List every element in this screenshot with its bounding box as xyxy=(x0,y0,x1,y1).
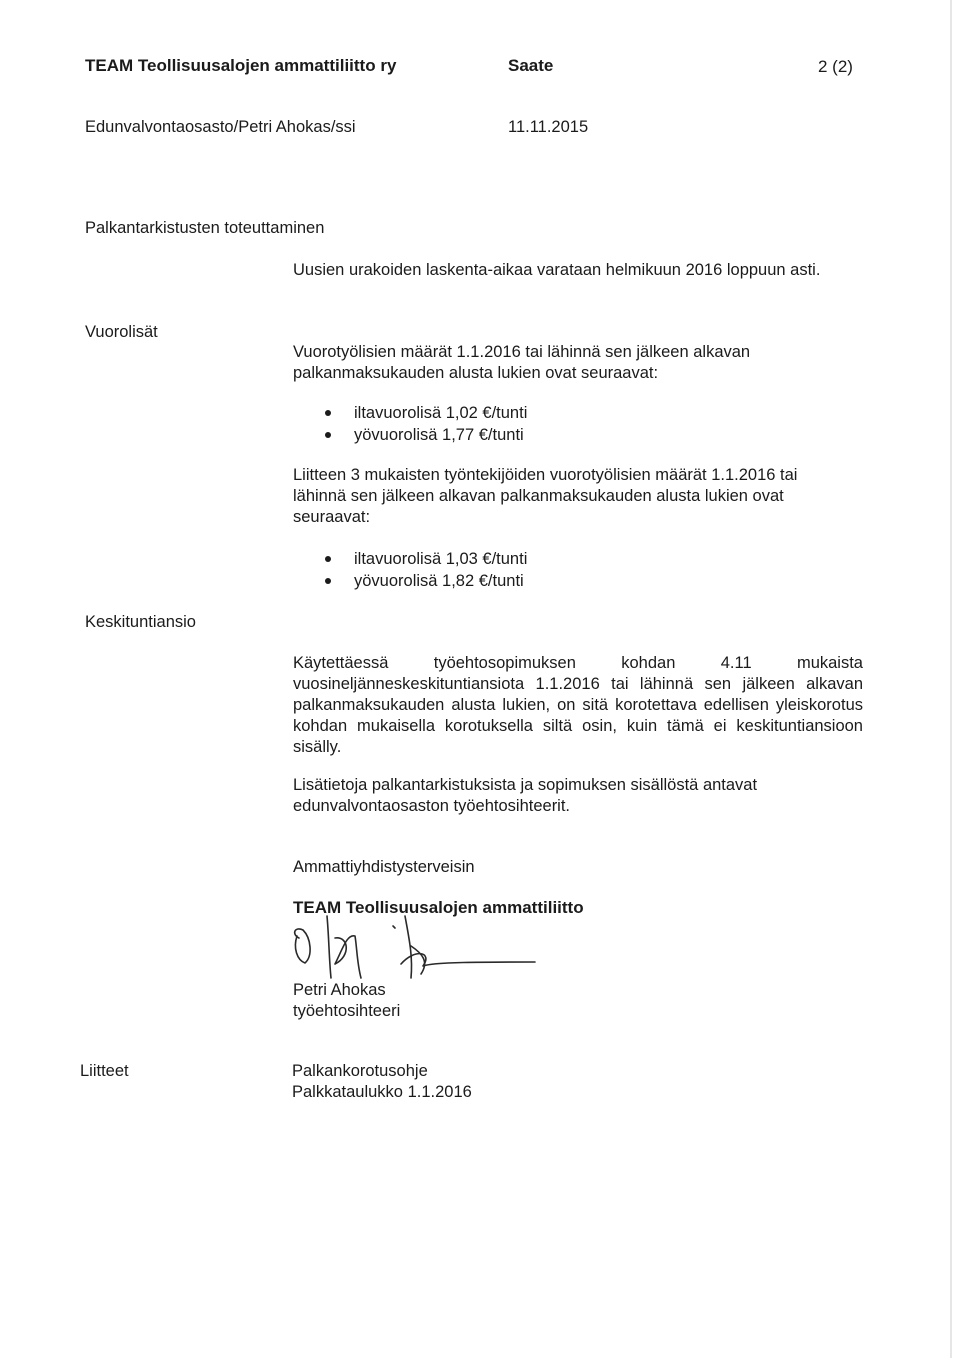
closing-org: TEAM Teollisuusalojen ammattiliitto xyxy=(293,898,584,917)
avg-label: Keskituntiansio xyxy=(85,613,196,631)
header-org: TEAM Teollisuusalojen ammattiliitto ry xyxy=(85,56,397,75)
list-item xyxy=(322,424,527,446)
list-item xyxy=(322,548,527,570)
list-item-text: yövuorolisä 1,77 €/tunti xyxy=(354,426,524,444)
list-item-text: iltavuorolisä 1,03 €/tunti xyxy=(354,550,528,568)
handwritten-signature xyxy=(283,908,543,988)
shift-bullets-2 xyxy=(322,548,527,592)
signer-title: työehtosihteeri xyxy=(293,1002,401,1020)
header-doc-type: Saate xyxy=(508,56,554,75)
attachments-label: Liitteet xyxy=(80,1062,129,1080)
closing-greeting: Ammattiyhdistysterveisin xyxy=(293,858,475,876)
bullet-icon xyxy=(325,578,331,584)
list-item-text: yövuorolisä 1,82 €/tunti xyxy=(354,572,524,590)
signer-name: Petri Ahokas xyxy=(293,981,386,999)
shift-bullets-1 xyxy=(322,402,527,446)
attachment-item: Palkkataulukko 1.1.2016 xyxy=(292,1083,472,1101)
intro-paragraph: Uusien urakoiden laskenta-aikaa varataan helmikuun 2016 loppuun asti. xyxy=(293,261,821,279)
list-item xyxy=(322,402,527,424)
header-sender: Edunvalvontaosasto/Petri Ahokas/ssi xyxy=(85,118,356,136)
header-page-number: 2 (2) xyxy=(818,57,853,76)
list-item xyxy=(322,570,527,592)
bullet-icon xyxy=(325,556,331,562)
shift-label: Vuorolisät xyxy=(85,323,158,341)
shift-paragraph-2: Liitteen 3 mukaisten työntekijöiden vuorotyölisien määrät 1.1.2016 tai lähinnä sen jälkeen alkavan palkanmaksukauden alusta lukien ovat seuraavat: xyxy=(293,466,798,526)
bullet-icon xyxy=(325,410,331,416)
header-date: 11.11.2015 xyxy=(508,118,589,136)
bullet-icon xyxy=(325,432,331,438)
section-title: Palkantarkistusten toteuttaminen xyxy=(85,219,325,237)
more-info-paragraph: Lisätietoja palkantarkistuksista ja sopimuksen sisällöstä antavat edunvalvontaosaston työehtosihteerit. xyxy=(293,776,758,815)
avg-paragraph: Käytettäessä työehtosopimuksen kohdan 4.11 mukaista vuosineljänneskeskituntiansiota 1.1.2016 tai lähinnä sen jälkeen alkavan palkanmaksukauden alusta lukien, on sitä korotettava edellisen yleiskorotus kohdan mukaisella korotuksella siltä osin, kuin tämä ei keskituntiansioon sisälly. xyxy=(293,654,863,756)
page-edge xyxy=(950,0,952,1358)
attachment-item: Palkankorotusohje xyxy=(292,1062,428,1080)
list-item-text: iltavuorolisä 1,02 €/tunti xyxy=(354,404,528,422)
shift-paragraph-1: Vuorotyölisien määrät 1.1.2016 tai lähinnä sen jälkeen alkavan palkanmaksukauden alusta lukien ovat seuraavat: xyxy=(293,343,751,382)
